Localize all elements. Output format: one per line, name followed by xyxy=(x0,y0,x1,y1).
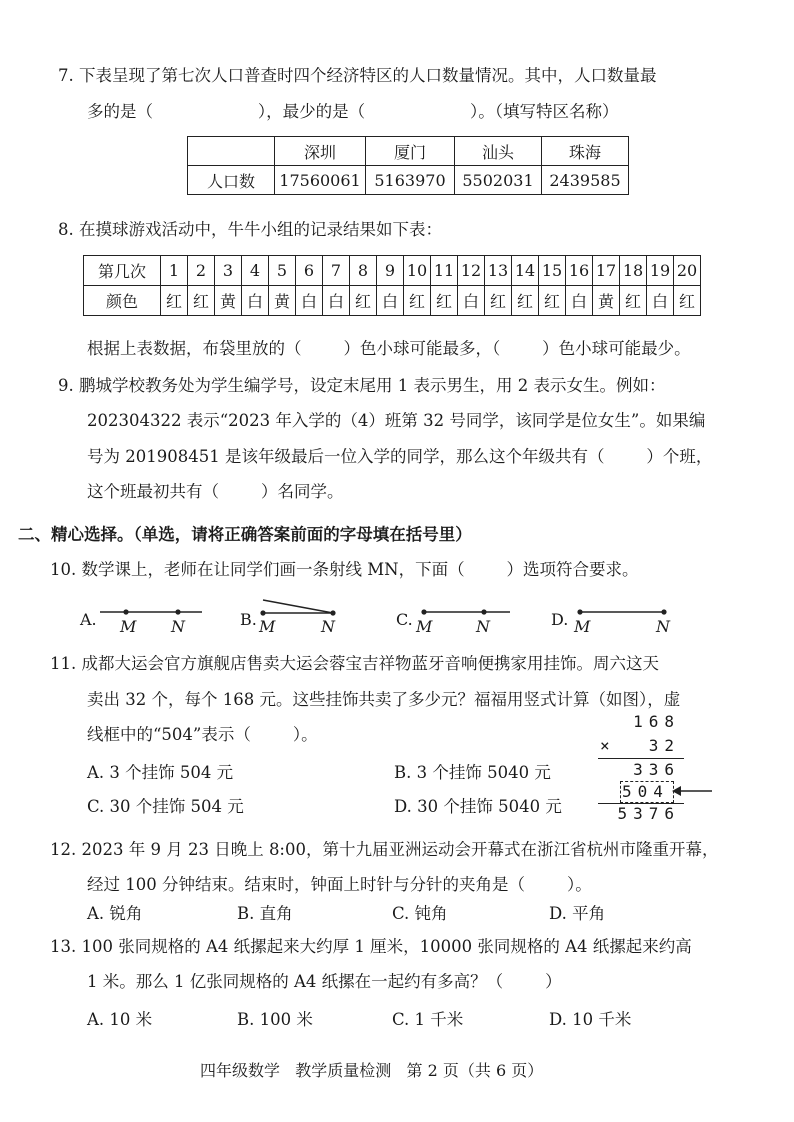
population-table xyxy=(187,136,629,195)
ball-color-cell: 红 xyxy=(674,286,701,316)
q8-line-1: 8. 在摸球游戏活动中，牛牛小组的记录结果如下表： xyxy=(58,220,442,239)
ball-color-cell: 白 xyxy=(242,286,269,316)
point-label-m: M xyxy=(259,617,276,636)
section-2-heading: 二、精心选择。（单选，请将正确答案前面的字母填在括号里） xyxy=(18,525,472,544)
q11-option-d: D. 30 个挂饰 5040 元 xyxy=(394,797,562,816)
multiplier: 32 xyxy=(648,736,680,755)
q11-option-b: B. 3 个挂饰 5040 元 xyxy=(394,763,551,782)
ball-color-cell: 红 xyxy=(620,286,647,316)
q13-option-b: B. 100 米 xyxy=(237,1010,313,1029)
trial-number-cell: 4 xyxy=(242,256,269,286)
q10-text: 10. 数学课上，老师在让同学们画一条射线 MN，下面（ ）选项符合要求。 xyxy=(50,560,639,579)
ball-color-cell: 红 xyxy=(161,286,188,316)
ball-color-cell: 红 xyxy=(404,286,431,316)
point-label-m: M xyxy=(574,617,591,636)
q11-line-3: 线框中的“504”表示（ ）。 xyxy=(87,725,318,744)
ball-color-cell: 红 xyxy=(485,286,512,316)
point-label-n: N xyxy=(476,617,490,636)
arrow-left-icon xyxy=(672,784,714,798)
point-label-n: N xyxy=(321,617,335,636)
vertical-multiplication xyxy=(594,712,714,822)
table-row-label: 人口数 xyxy=(188,166,275,195)
table-corner-cell xyxy=(188,137,275,166)
q12-option-b: B. 直角 xyxy=(237,904,293,923)
q12-option-a: A. 锐角 xyxy=(87,904,143,923)
ball-color-cell: 白 xyxy=(458,286,485,316)
table-row-label: 第几次 xyxy=(84,256,161,286)
trial-number-cell: 2 xyxy=(188,256,215,286)
table-header-cell: 深圳 xyxy=(275,137,366,166)
trial-number-cell: 13 xyxy=(485,256,512,286)
times-sign: × xyxy=(600,736,610,755)
q9-line-1: 9. 鹏城学校教务处为学生编学号，设定末尾用 1 表示男生，用 2 表示女生。例如： xyxy=(58,376,666,395)
trial-number-cell: 10 xyxy=(404,256,431,286)
trial-number-cell: 3 xyxy=(215,256,242,286)
trial-number-cell: 9 xyxy=(377,256,404,286)
option-letter: C. xyxy=(396,610,413,629)
q11-line-2: 卖出 32 个，每个 168 元。这些挂饰共卖了多少元？福福用竖式计算（如图），虚 xyxy=(87,690,681,709)
ball-color-cell: 黄 xyxy=(215,286,242,316)
table-cell: 5502031 xyxy=(455,166,542,195)
table-cell: 2439585 xyxy=(542,166,629,195)
point-m xyxy=(577,609,582,614)
partial-product-1: 336 xyxy=(633,760,680,779)
q9-line-2: 202304322 表示“2023 年入学的（4）班第 32 号同学，该同学是位女生”。如果编 xyxy=(87,411,706,430)
q13-line-2: 1 米。那么 1 亿张同规格的 A4 纸摞在一起约有多高？（ ） xyxy=(87,972,562,991)
trial-number-cell: 14 xyxy=(512,256,539,286)
q12-line-2: 经过 100 分钟结束。结束时，钟面上时针与分针的夹角是（ ）。 xyxy=(87,875,592,894)
trial-number-cell: 16 xyxy=(566,256,593,286)
ball-color-cell: 红 xyxy=(431,286,458,316)
trial-number-cell: 17 xyxy=(593,256,620,286)
option-letter: B. xyxy=(240,610,257,629)
point-m xyxy=(123,609,128,614)
q11-option-a: A. 3 个挂饰 504 元 xyxy=(87,763,234,782)
calc-rule-1 xyxy=(598,758,684,759)
ball-color-cell: 白 xyxy=(647,286,674,316)
trial-number-cell: 15 xyxy=(539,256,566,286)
point-label-n: N xyxy=(656,617,670,636)
q13-option-d: D. 10 千米 xyxy=(549,1010,632,1029)
option-letter: D. xyxy=(551,610,569,629)
q11-line-1: 11. 成都大运会官方旗舰店售卖大运会蓉宝吉祥物蓝牙音响便携家用挂饰。周六这天 xyxy=(50,654,659,673)
table-cell: 17560061 xyxy=(275,166,366,195)
trial-number-cell: 20 xyxy=(674,256,701,286)
ball-color-cell: 红 xyxy=(350,286,377,316)
trial-number-cell: 11 xyxy=(431,256,458,286)
table-header-cell: 珠海 xyxy=(542,137,629,166)
q11-option-c: C. 30 个挂饰 504 元 xyxy=(87,797,244,816)
ray-figure-a xyxy=(96,604,208,634)
ball-color-cell: 红 xyxy=(539,286,566,316)
slanted-ray xyxy=(263,600,333,613)
ball-color-cell: 白 xyxy=(566,286,593,316)
q9-line-4: 这个班最初共有（ ）名同学。 xyxy=(87,482,344,501)
q12-line-1: 12. 2023 年 9 月 23 日晚上 8:00，第十九届亚洲运动会开幕式在浙江省杭州市隆重开幕， xyxy=(50,840,719,859)
point-label-n: N xyxy=(171,617,185,636)
trial-number-cell: 12 xyxy=(458,256,485,286)
ball-color-cell: 黄 xyxy=(593,286,620,316)
option-letter: A. xyxy=(80,610,97,629)
ball-color-cell: 白 xyxy=(296,286,323,316)
point-m xyxy=(260,610,265,615)
ball-color-cell: 白 xyxy=(323,286,350,316)
q13-line-1: 13. 100 张同规格的 A4 纸摞起来大约厚 1 厘米，10000 张同规格的 A4 纸摞起来约高 xyxy=(50,937,692,956)
trial-number-cell: 6 xyxy=(296,256,323,286)
q9-line-3: 号为 201908451 是该年级最后一位入学的同学，那么这个年级共有（ ）个班， xyxy=(87,447,713,466)
q7-line-2: 多的是（ ），最少的是（ ）。（填写特区名称） xyxy=(87,102,619,121)
multiplicand: 168 xyxy=(633,712,680,731)
table-cell: 5163970 xyxy=(366,166,455,195)
point-label-m: M xyxy=(120,617,137,636)
q12-option-d: D. 平角 xyxy=(549,904,606,923)
trial-number-cell: 5 xyxy=(269,256,296,286)
q13-option-a: A. 10 米 xyxy=(87,1010,153,1029)
partial-product-2: 504 xyxy=(622,782,669,801)
table-header-cell: 厦门 xyxy=(366,137,455,166)
point-n xyxy=(330,610,335,615)
table-row-label: 颜色 xyxy=(84,286,161,316)
page-footer: 四年级数学 教学质量检测 第 2 页（共 6 页） xyxy=(200,1061,544,1080)
q13-option-c: C. 1 千米 xyxy=(392,1010,464,1029)
trial-number-cell: 19 xyxy=(647,256,674,286)
final-product: 5376 xyxy=(617,804,680,823)
point-m xyxy=(421,609,426,614)
ball-record-table xyxy=(83,255,701,316)
point-n xyxy=(175,609,180,614)
q8-line-2: 根据上表数据，布袋里放的（ ）色小球可能最多，（ ）色小球可能最少。 xyxy=(87,339,691,358)
trial-number-cell: 18 xyxy=(620,256,647,286)
ball-color-cell: 黄 xyxy=(269,286,296,316)
ball-color-cell: 白 xyxy=(377,286,404,316)
trial-number-cell: 7 xyxy=(323,256,350,286)
q12-option-c: C. 钝角 xyxy=(392,904,448,923)
point-label-m: M xyxy=(416,617,433,636)
trial-number-cell: 8 xyxy=(350,256,377,286)
q7-line-1: 7. 下表呈现了第七次人口普查时四个经济特区的人口数量情况。其中，人口数量最 xyxy=(58,66,657,85)
point-n xyxy=(481,609,486,614)
ball-color-cell: 红 xyxy=(512,286,539,316)
table-header-cell: 汕头 xyxy=(455,137,542,166)
ball-color-cell: 红 xyxy=(188,286,215,316)
trial-number-cell: 1 xyxy=(161,256,188,286)
point-n xyxy=(661,609,666,614)
